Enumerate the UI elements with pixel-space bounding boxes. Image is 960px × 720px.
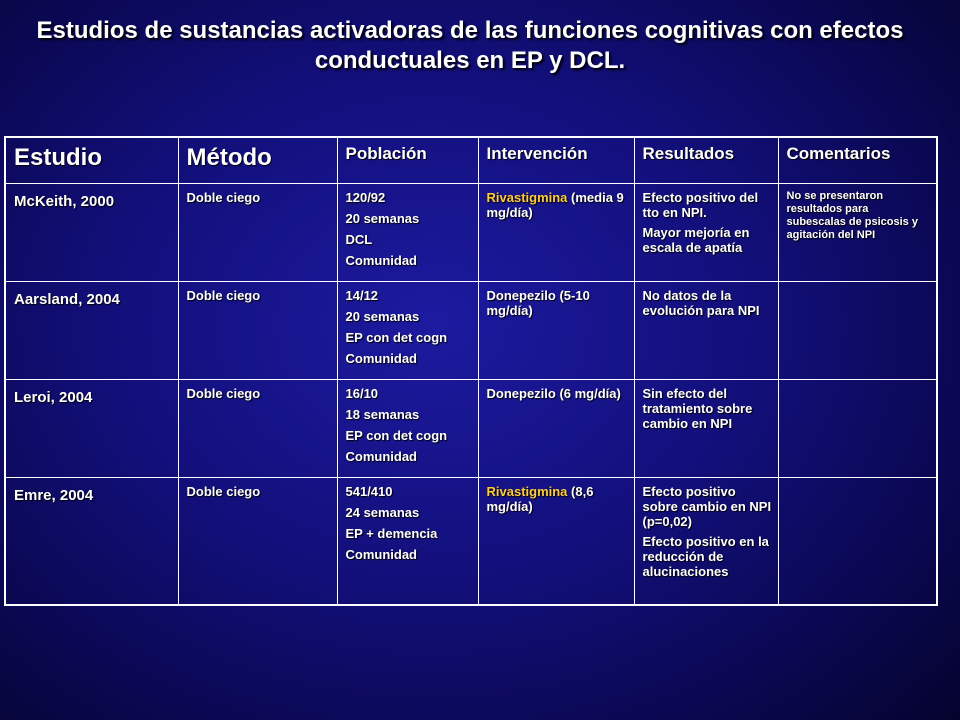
cell-metodo: Doble ciego — [178, 183, 337, 281]
cell-intervencion — [478, 477, 634, 605]
intervencion-dose: (media 9 mg/día) — [486, 189, 624, 220]
poblacion-line: Comunidad — [345, 448, 417, 464]
poblacion-line: 14/12 — [345, 287, 379, 303]
cell-resultados — [634, 183, 778, 281]
poblacion-line: 120/92 — [345, 189, 386, 205]
cell-estudio: Emre, 2004 — [5, 477, 178, 605]
cell-resultados — [634, 379, 778, 477]
header-metodo: Método — [178, 137, 337, 183]
table-row — [5, 477, 937, 605]
cell-comentarios: No se presentaron resultados para subescalas de psicosis y agitación del NPI — [778, 183, 937, 281]
cell-poblacion — [337, 477, 478, 605]
header-resultados: Resultados — [634, 137, 778, 183]
cell-intervencion — [478, 183, 634, 281]
resultado-line: Efecto positivo sobre cambio en NPI (p=0,02) — [642, 483, 772, 529]
poblacion-line: 541/410 — [345, 483, 393, 499]
table-row — [5, 379, 937, 477]
poblacion-line: Comunidad — [345, 252, 417, 268]
table-header-row — [5, 137, 937, 183]
cell-metodo: Doble ciego — [178, 281, 337, 379]
poblacion-line: EP con det cogn — [345, 329, 448, 345]
table-row — [5, 183, 937, 281]
cell-poblacion — [337, 379, 478, 477]
cell-poblacion — [337, 183, 478, 281]
cell-comentarios — [778, 379, 937, 477]
cell-estudio: McKeith, 2000 — [5, 183, 178, 281]
cell-resultados — [634, 477, 778, 605]
cell-resultados — [634, 281, 778, 379]
cell-estudio: Aarsland, 2004 — [5, 281, 178, 379]
studies-table — [4, 136, 938, 606]
intervencion-drug: Rivastigmina — [486, 189, 568, 205]
cell-comentarios — [778, 281, 937, 379]
header-intervencion: Intervención — [478, 137, 634, 183]
header-estudio: Estudio — [5, 137, 178, 183]
cell-comentarios — [778, 477, 937, 605]
poblacion-line: 18 semanas — [345, 406, 420, 422]
poblacion-line: 24 semanas — [345, 504, 420, 520]
resultado-line: Efecto positivo en la reducción de alucinaciones — [642, 533, 769, 579]
resultado-line: No datos de la evolución para NPI — [642, 287, 760, 318]
poblacion-line: 20 semanas — [345, 308, 420, 324]
poblacion-line: 20 semanas — [345, 210, 420, 226]
cell-estudio: Leroi, 2004 — [5, 379, 178, 477]
intervencion-drug: Rivastigmina — [486, 483, 568, 499]
cell-metodo: Doble ciego — [178, 477, 337, 605]
resultado-line: Efecto positivo del tto en NPI. — [642, 189, 759, 220]
resultado-line: Sin efecto del tratamiento sobre cambio en NPI — [642, 385, 753, 431]
poblacion-line: Comunidad — [345, 546, 417, 562]
poblacion-line: DCL — [345, 231, 373, 247]
slide-title: Estudios de sustancias activadoras de las funciones cognitivas con efectos conductuales en EP y DCL. — [36, 17, 904, 74]
poblacion-line: EP con det cogn — [345, 427, 448, 443]
header-poblacion: Población — [337, 137, 478, 183]
poblacion-line: 16/10 — [345, 385, 379, 401]
cell-poblacion — [337, 281, 478, 379]
table-row — [5, 281, 937, 379]
cell-metodo: Doble ciego — [178, 379, 337, 477]
header-comentarios: Comentarios — [778, 137, 937, 183]
poblacion-line: Comunidad — [345, 350, 417, 366]
intervencion-dose: (8,6 mg/día) — [486, 483, 594, 514]
cell-intervencion: Donepezilo (5-10 mg/día) — [478, 281, 634, 379]
poblacion-line: EP + demencia — [345, 525, 438, 541]
resultado-line: Mayor mejoría en escala de apatía — [642, 224, 750, 255]
cell-intervencion: Donepezilo (6 mg/día) — [478, 379, 634, 477]
